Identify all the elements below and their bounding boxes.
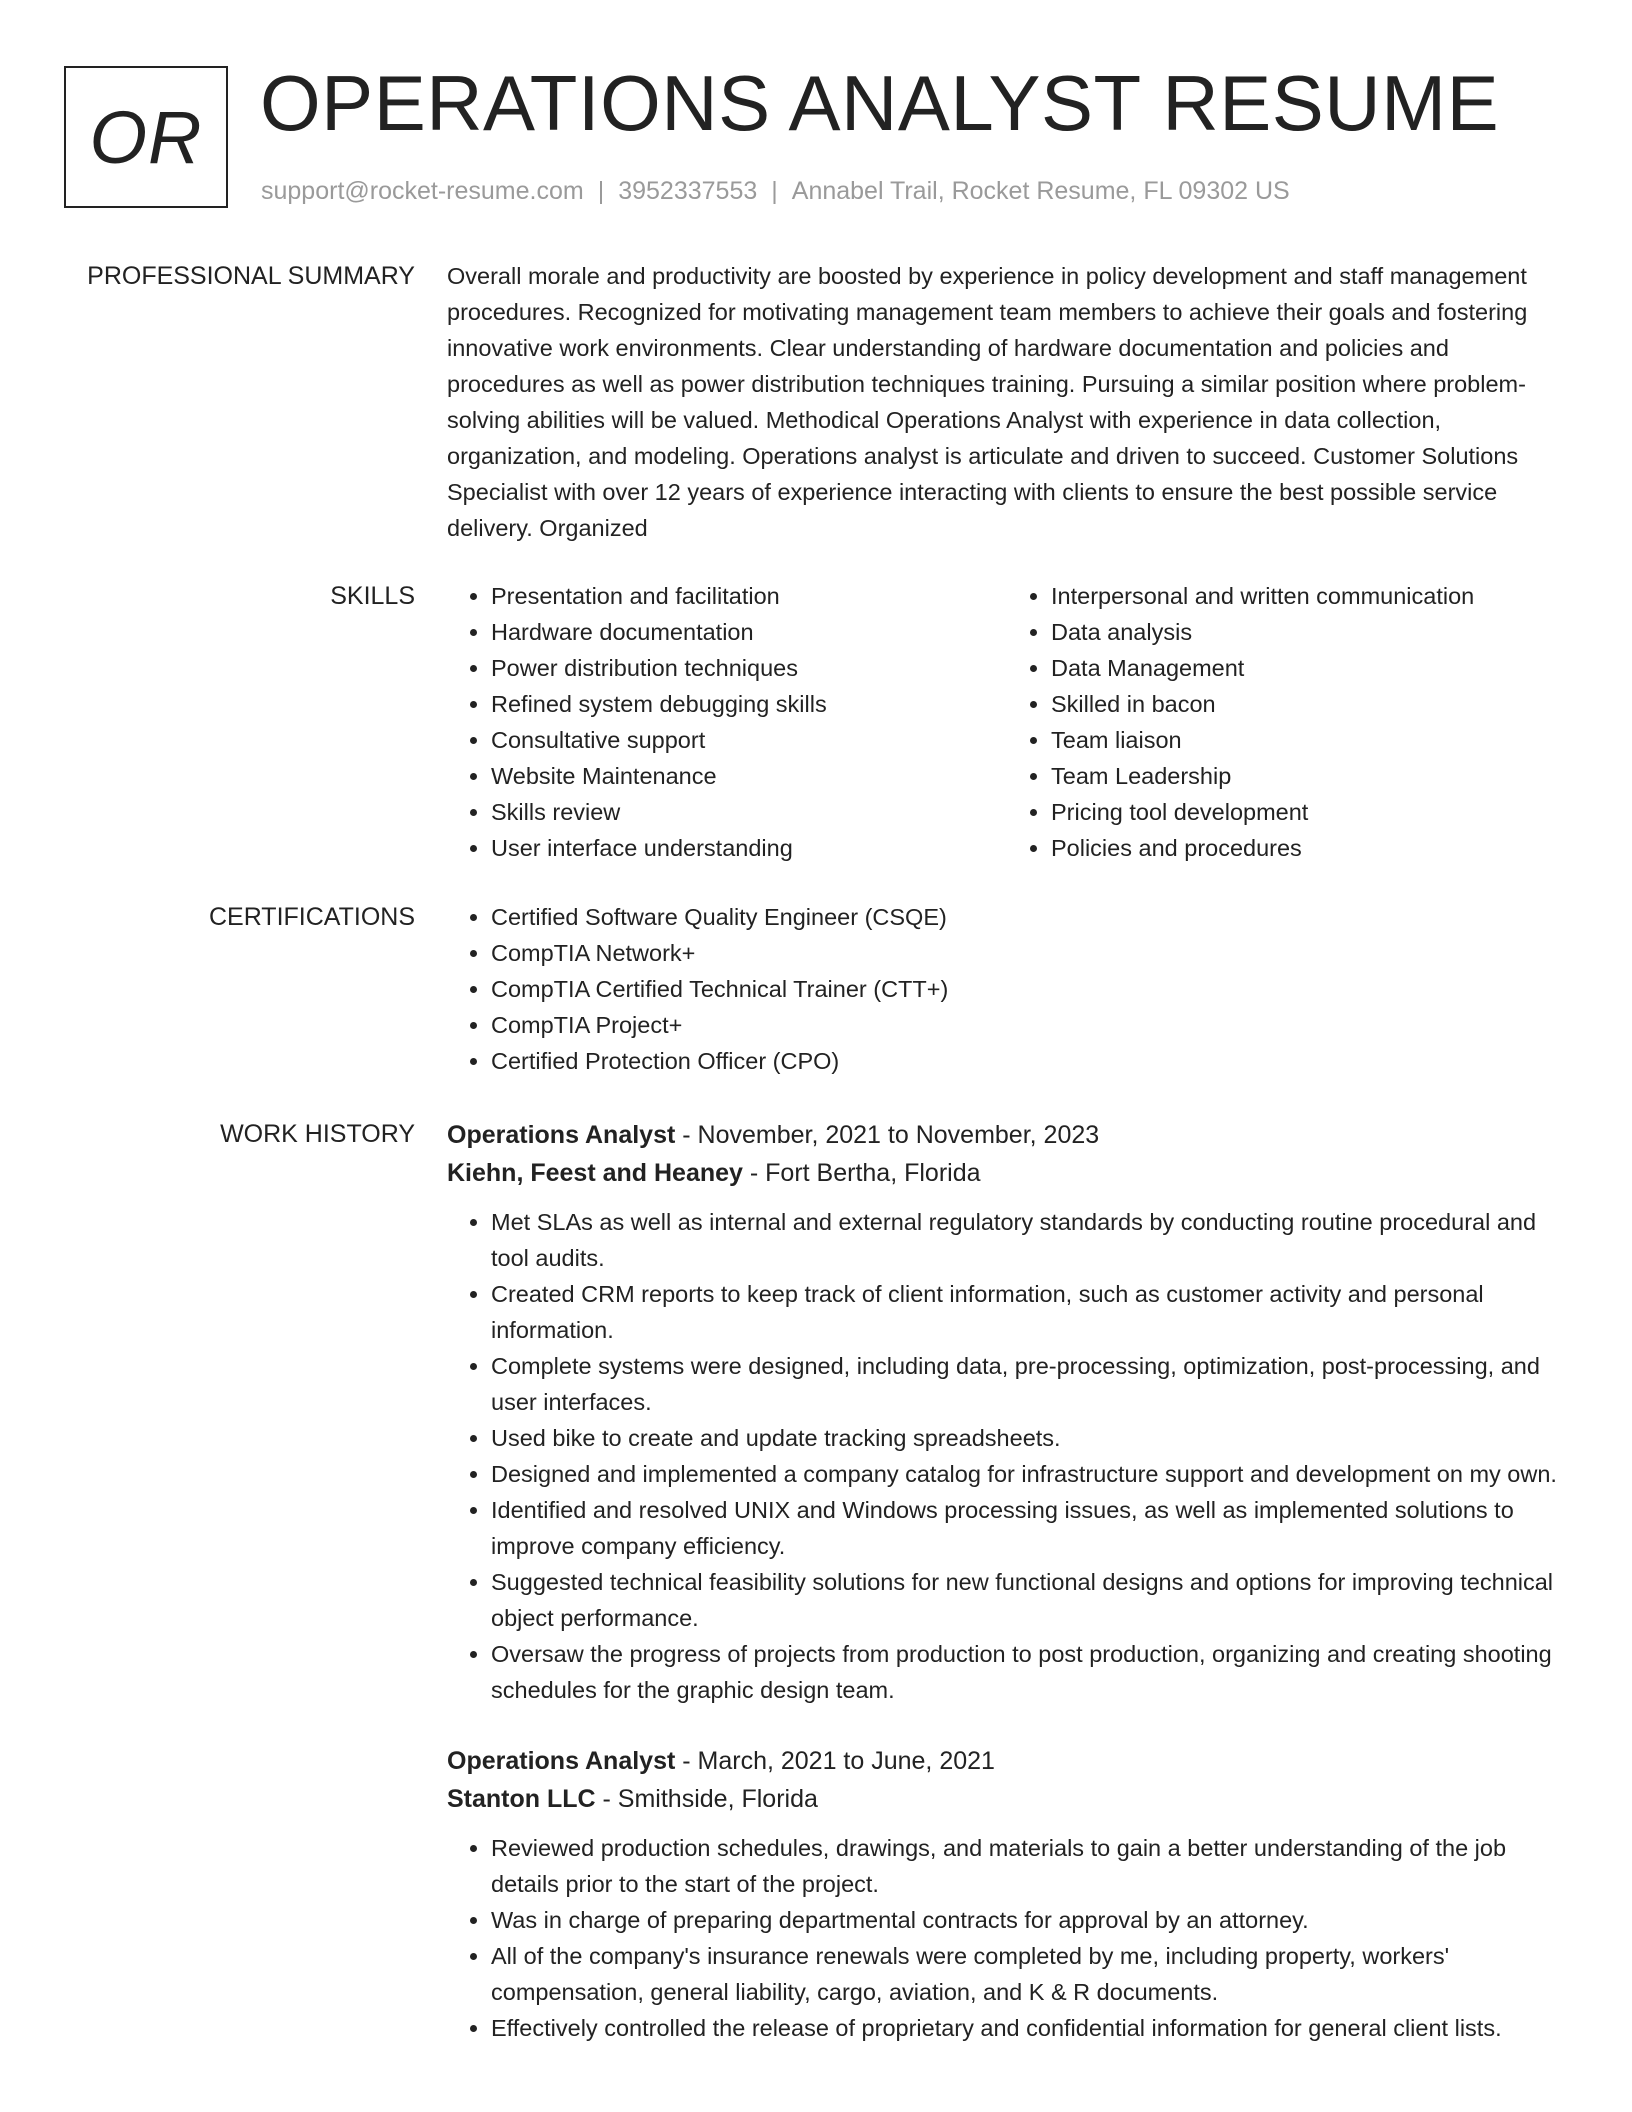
certification-item: • Certified Software Quality Engineer (CSQE) (491, 899, 1567, 935)
job-dates: - March, 2021 to June, 2021 (675, 1747, 995, 1775)
resume-title: OPERATIONS ANALYST RESUME (260, 59, 1500, 147)
skill-item: • Hardware documentation (491, 614, 1007, 650)
skill-item: • Skills review (491, 794, 1007, 830)
job-bullet: • Used bike to create and update tracking spreadsheets. (491, 1420, 1567, 1456)
certification-item: • CompTIA Certified Technical Trainer (CTT+) (491, 971, 1567, 1007)
skill-item: • Interpersonal and written communication (1051, 578, 1567, 614)
section-label-work-history: WORK HISTORY (220, 1120, 415, 1148)
job-bullet: • All of the company's insurance renewals were completed by me, including property, workers' compensation, general liability, cargo, aviation, and K & R documents. (491, 1938, 1567, 2010)
skill-item: • Skilled in bacon (1051, 686, 1567, 722)
skill-item: • Website Maintenance (491, 758, 1007, 794)
certification-item: • CompTIA Network+ (491, 935, 1567, 971)
job-entry (447, 1742, 1567, 2046)
job-bullets (447, 1830, 1567, 2046)
work-history-body (447, 1116, 1567, 2080)
contact-separator: | (597, 177, 605, 205)
job-title-line (447, 1116, 1567, 1154)
certification-item: • CompTIA Project+ (491, 1007, 1567, 1043)
summary-body (447, 258, 1567, 546)
certifications-body (447, 899, 1567, 1079)
certification-item: • Certified Protection Officer (CPO) (491, 1043, 1567, 1079)
job-location: - Smithside, Florida (595, 1785, 818, 1813)
contact-address: Annabel Trail, Rocket Resume, FL 09302 US (791, 177, 1290, 205)
job-company: Kiehn, Feest and Heaney (447, 1159, 743, 1187)
job-company: Stanton LLC (447, 1785, 596, 1813)
contact-phone[interactable]: 3952337553 (618, 177, 758, 205)
certifications-list (447, 899, 1567, 1079)
skill-item: • Data Management (1051, 650, 1567, 686)
skill-item: • Data analysis (1051, 614, 1567, 650)
job-bullet: • Was in charge of preparing departmental contracts for approval by an attorney. (491, 1902, 1567, 1938)
contact-email[interactable]: support@rocket-resume.com (261, 177, 584, 205)
skill-item: • Team liaison (1051, 722, 1567, 758)
job-entry (447, 1116, 1567, 1708)
job-location: - Fort Bertha, Florida (742, 1159, 981, 1187)
job-dates: - November, 2021 to November, 2023 (675, 1121, 1100, 1149)
skills-grid (447, 578, 1567, 866)
job-title: Operations Analyst (447, 1121, 676, 1149)
job-bullet: • Reviewed production schedules, drawings, and materials to gain a better understanding of the job details prior to the start of the project. (491, 1830, 1567, 1902)
skills-list-left (447, 578, 1007, 866)
job-bullet: • Oversaw the progress of projects from production to post production, organizing and creating shooting schedules for the graphic design team. (491, 1636, 1567, 1708)
job-bullet: • Effectively controlled the release of proprietary and confidential information for general client lists. (491, 2010, 1567, 2046)
summary-text: Overall morale and productivity are boosted by experience in policy development and staff management procedures. Recognized for motivating management team members to achieve their goals and fostering innovative work environments. Clear understanding of hardware documentation and policies and procedures as well as power distribution techniques training. Pursuing a similar position where problem-solving abilities will be valued. Methodical Operations Analyst with experience in data collection, organization, and modeling. Operations analyst is articulate and driven to succeed. Customer Solutions Specialist with over 12 years of experience interacting with clients to ensure the best possible service delivery. Organized (447, 263, 1528, 541)
job-title: Operations Analyst (447, 1747, 676, 1775)
job-company-line (447, 1780, 1567, 1818)
job-bullet: • Created CRM reports to keep track of client information, such as customer activity and personal information. (491, 1276, 1567, 1348)
job-bullet: • Identified and resolved UNIX and Windows processing issues, as well as implemented solutions to improve company efficiency. (491, 1492, 1567, 1564)
skill-item: • Power distribution techniques (491, 650, 1007, 686)
contact-separator: | (771, 177, 778, 205)
job-company-line (447, 1154, 1567, 1192)
skill-item: • Consultative support (491, 722, 1007, 758)
skills-body (447, 578, 1567, 866)
skill-item: • Policies and procedures (1051, 830, 1567, 866)
contact-line (261, 174, 1290, 208)
skill-item: • Presentation and facilitation (491, 578, 1007, 614)
section-label-skills: SKILLS (330, 582, 415, 610)
job-bullets (447, 1204, 1567, 1708)
skill-item: • User interface understanding (491, 830, 1007, 866)
skill-item: • Pricing tool development (1051, 794, 1567, 830)
skill-item: • Refined system debugging skills (491, 686, 1007, 722)
job-bullet: • Suggested technical feasibility solutions for new functional designs and options for improving technical object performance. (491, 1564, 1567, 1636)
monogram-badge: OR (64, 66, 228, 208)
skill-item: • Team Leadership (1051, 758, 1567, 794)
section-label-certifications: CERTIFICATIONS (208, 903, 415, 931)
skills-list-right (1007, 578, 1567, 866)
job-bullet: • Designed and implemented a company catalog for infrastructure support and development on my own. (491, 1456, 1567, 1492)
job-bullet: • Met SLAs as well as internal and external regulatory standards by conducting routine procedural and tool audits. (491, 1204, 1567, 1276)
job-bullet: • Complete systems were designed, including data, pre-processing, optimization, post-processing, and user interfaces. (491, 1348, 1567, 1420)
section-label-summary: PROFESSIONAL SUMMARY (87, 262, 415, 290)
job-title-line (447, 1742, 1567, 1780)
